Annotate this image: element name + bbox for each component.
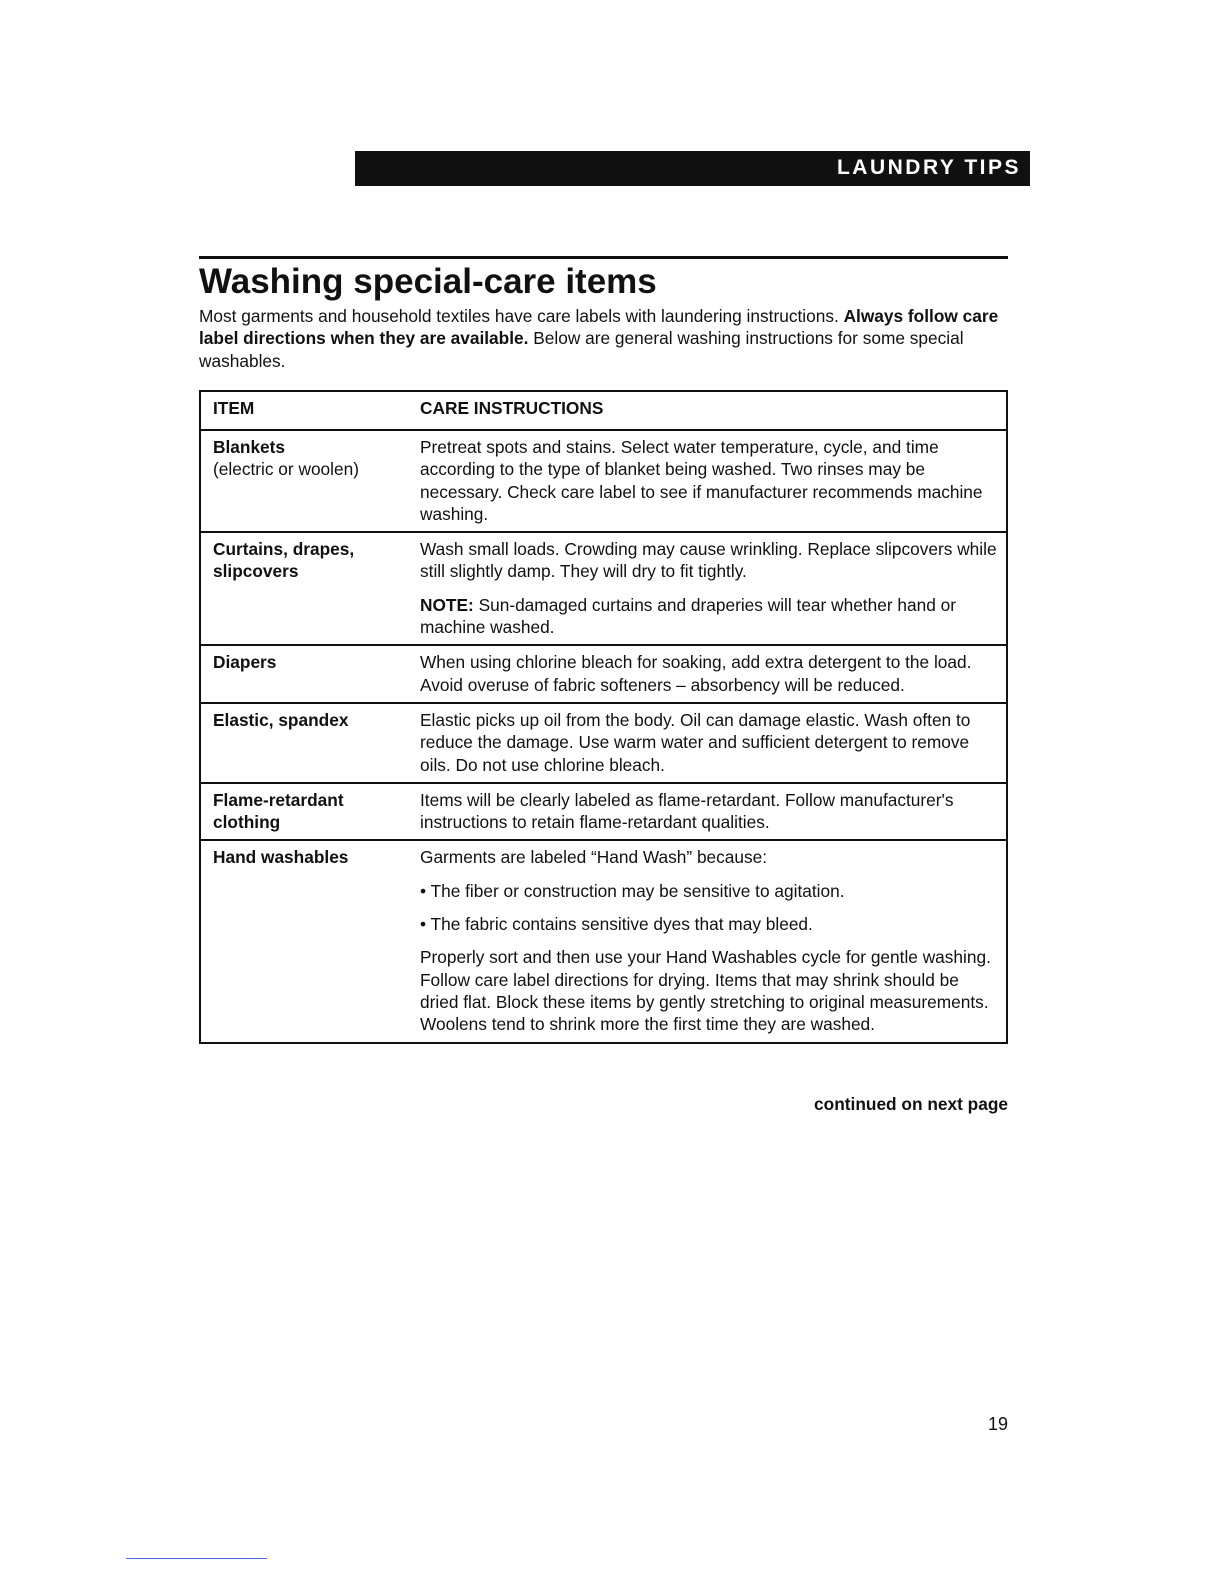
section-label: LAUNDRY TIPS — [836, 156, 1021, 179]
item-name: Blankets — [213, 437, 286, 457]
table-row — [200, 645, 1007, 703]
scan-edge-line — [126, 1558, 267, 1559]
note-label: NOTE: — [420, 594, 474, 615]
care-text: Items will be clearly labeled as flame-retardant. Follow manufacturer's instructions to retain flame-retardant qualities. — [420, 789, 954, 833]
note-text: Sun-damaged curtains and draperies will tear whether hand or machine washed. — [420, 594, 956, 638]
care-text: Elastic picks up oil from the body. Oil can damage elastic. Wash often to reduce the damage. Use warm water and sufficient detergent to remove oils. Do not use chlorine bleach. — [420, 709, 971, 775]
care-cell — [420, 783, 1007, 841]
care-text: Garments are labeled “Hand Wash” because: — [420, 847, 768, 868]
item-name: Flame-retardant clothing — [213, 789, 344, 833]
item-cell — [200, 532, 420, 645]
table-row — [200, 703, 1007, 783]
table-row — [200, 430, 1007, 532]
item-cell — [200, 430, 420, 532]
table-row — [200, 783, 1007, 841]
care-cell — [420, 840, 1007, 1042]
care-table — [199, 390, 1008, 1044]
section-header-bar — [355, 151, 1030, 186]
care-cell — [420, 703, 1007, 783]
item-name: Elastic, spandex — [213, 709, 349, 730]
item-name: Curtains, drapes, slipcovers — [213, 539, 355, 582]
page-title: Washing special-care items — [199, 262, 657, 301]
page-number: 19 — [987, 1414, 1008, 1434]
item-cell — [200, 645, 420, 703]
table-row — [200, 532, 1007, 645]
column-header-item: ITEM — [200, 391, 420, 430]
continued-note: continued on next page — [814, 1094, 1008, 1114]
item-cell — [200, 703, 420, 783]
item-name: Diapers — [213, 652, 277, 673]
care-text: When using chlorine bleach for soaking, add extra detergent to the load. Avoid overuse of fabric softeners – absorbency will be reduced. — [420, 652, 972, 695]
care-text: Properly sort and then use your Hand Washables cycle for gentle washing. Follow care label directions for drying. Items that may shrink should be dried flat. Block these items by gently stretching to original measurements. Woolens tend to shrink more the first time they are washed. — [420, 947, 991, 1035]
care-cell — [420, 645, 1007, 703]
intro-text-end: Below are general washing instructions for some special washables. — [199, 328, 964, 371]
column-header-care: CARE INSTRUCTIONS — [420, 391, 1007, 430]
care-bullet: • The fabric contains sensitive dyes that may bleed. — [420, 914, 813, 935]
care-note — [420, 594, 998, 639]
item-name: Hand washables — [213, 847, 349, 868]
care-cell — [420, 430, 1007, 532]
intro-emphasis: Always follow care label directions when they are available. — [199, 306, 999, 349]
care-table-header-row — [200, 391, 1007, 430]
care-cell — [420, 532, 1007, 645]
item-cell — [200, 783, 420, 841]
item-subtitle: (electric or woolen) — [213, 459, 359, 480]
table-row — [200, 840, 1007, 1042]
intro-text: Most garments and household textiles have care labels with laundering instructions. — [199, 306, 844, 326]
intro-paragraph — [199, 305, 1009, 372]
care-text: Pretreat spots and stains. Select water temperature, cycle, and time according to the type of blanket being washed. Two rinses may be necessary. Check care label to see if manufacturer recommends machine washing. — [420, 437, 983, 524]
item-cell — [200, 840, 420, 1042]
care-text: Wash small loads. Crowding may cause wrinkling. Replace slipcovers while still slightly damp. They will dry to fit tightly. — [420, 539, 997, 582]
care-bullet: • The fiber or construction may be sensitive to agitation. — [420, 880, 845, 901]
